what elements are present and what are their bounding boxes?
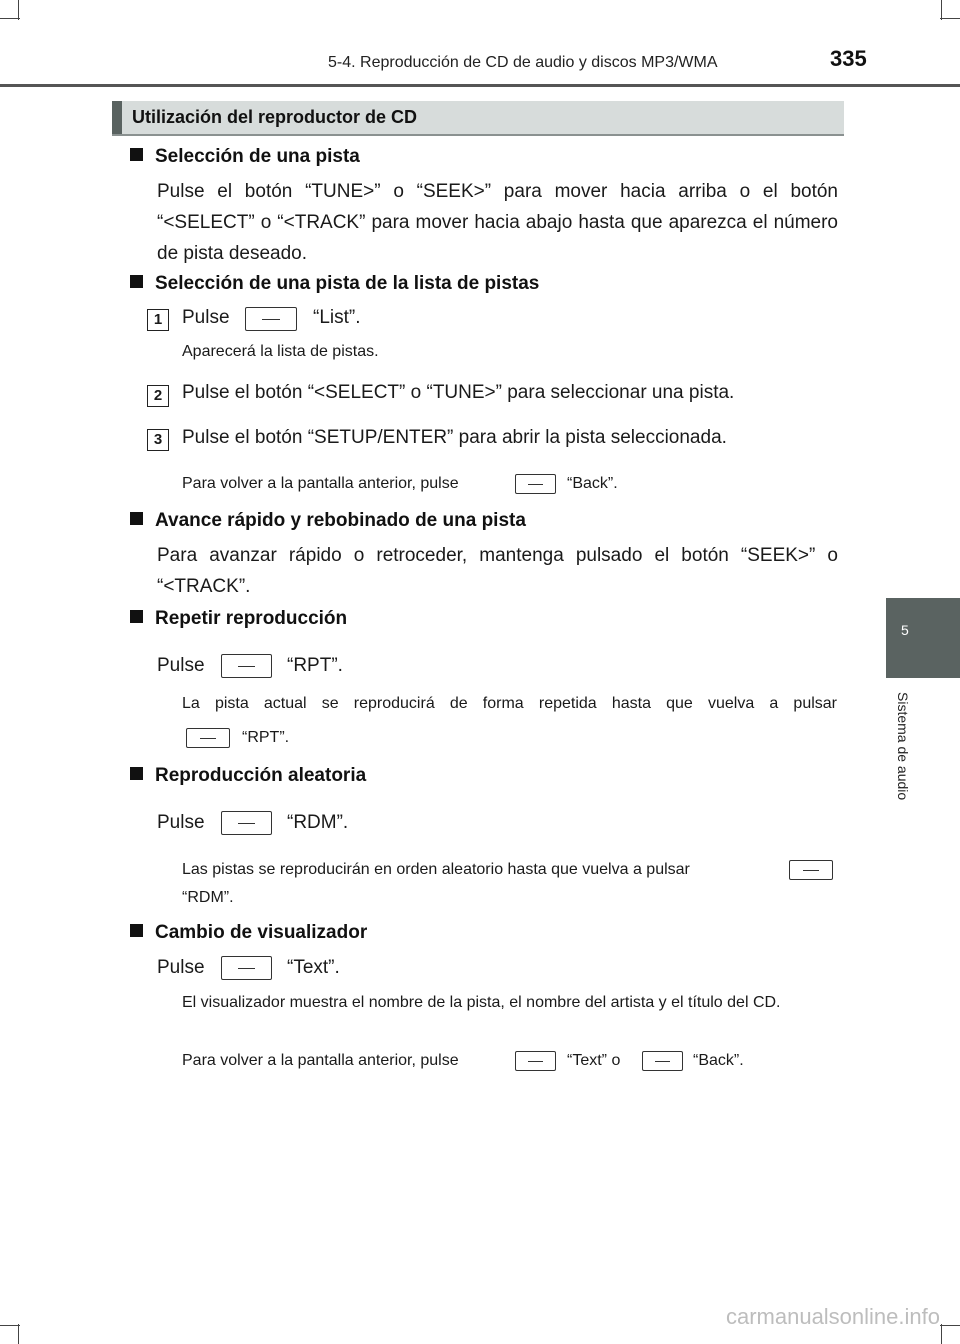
screen-button-icon (186, 728, 230, 748)
step-1-text: Pulse (182, 307, 230, 328)
bullet-square-icon (130, 148, 143, 161)
step-3-note-label: “Back”. (567, 475, 618, 492)
running-header: 5-4. Reproducción de CD de audio y discos MP3/WMA (328, 54, 718, 71)
page-number: 335 (830, 46, 867, 71)
step-3-note: Para volver a la pantalla anterior, pulse (182, 475, 459, 492)
heading-random: Reproducción aleatoria (130, 765, 366, 787)
section-rule (112, 134, 844, 136)
crop-mark (940, 18, 960, 19)
screen-button-icon (515, 474, 556, 494)
random-label: “RDM”. (287, 812, 349, 833)
bullet-square-icon (130, 275, 143, 288)
heading-repeat: Repetir reproducción (130, 608, 347, 630)
random-text: Pulse (157, 812, 205, 833)
paragraph-fast-forward: Para avanzar rápido o retroceder, mantenga pulsado el botón “SEEK>” o “<TRACK”. (157, 545, 838, 597)
screen-button-icon (515, 1051, 556, 1071)
screen-button-icon (221, 956, 272, 980)
step-number-1: 1 (147, 309, 169, 331)
screen-button-icon (642, 1051, 683, 1071)
heading-select-from-list: Selección de una pista de la lista de pistas (130, 273, 539, 295)
step-1-label: “List”. (313, 307, 361, 328)
crop-mark (0, 1325, 20, 1326)
screen-button-icon (789, 860, 833, 880)
screen-button-icon (245, 307, 297, 331)
bullet-square-icon (130, 512, 143, 525)
bullet-square-icon (130, 610, 143, 623)
bullet-square-icon (130, 924, 143, 937)
header-rule (0, 84, 960, 87)
display-note: El visualizador muestra el nombre de la pista, el nombre del artista y el título del CD. (182, 994, 781, 1011)
crop-mark (940, 1325, 960, 1326)
section-title: Utilización del reproductor de CD (132, 107, 418, 127)
display-note-2: Para volver a la pantalla anterior, pulse (182, 1052, 459, 1069)
random-note-label: “RDM”. (182, 889, 234, 906)
step-number-2: 2 (147, 385, 169, 407)
screen-button-icon (221, 811, 272, 835)
chapter-title: Sistema de audio (895, 692, 911, 801)
display-note-2-end: “Back”. (693, 1052, 744, 1069)
repeat-text: Pulse (157, 655, 205, 676)
repeat-note: La pista actual se reproducirá de forma repetida hasta que vuelva a pulsar (182, 695, 837, 712)
bullet-square-icon (130, 767, 143, 780)
step-1-note: Aparecerá la lista de pistas. (182, 343, 379, 360)
chapter-tab (886, 598, 960, 678)
repeat-note-label: “RPT”. (242, 729, 290, 746)
screen-button-icon (221, 654, 272, 678)
paragraph-select-track: Pulse el botón “TUNE>” o “SEEK>” para mover hacia arriba o el botón “<SELECT” o “<TRACK” para mover hacia abajo hasta que aparezca el número de pista deseado. (157, 181, 838, 264)
chapter-number: 5 (901, 622, 909, 638)
crop-mark (0, 18, 20, 19)
watermark: carmanualsonline.info (725, 1304, 940, 1329)
heading-fast-forward: Avance rápido y rebobinado de una pista (130, 510, 526, 532)
crop-mark (18, 0, 19, 20)
random-note: Las pistas se reproducirán en orden aleatorio hasta que vuelva a pulsar (182, 861, 690, 878)
crop-mark (941, 0, 942, 20)
crop-mark (941, 1324, 942, 1344)
step-3-text: Pulse el botón “SETUP/ENTER” para abrir la pista seleccionada. (182, 427, 727, 448)
heading-display: Cambio de visualizador (130, 922, 367, 944)
repeat-label: “RPT”. (287, 655, 343, 676)
crop-mark (18, 1324, 19, 1344)
display-note-2-mid: “Text” o (567, 1052, 621, 1069)
section-header (112, 101, 844, 134)
display-label: “Text”. (287, 957, 340, 978)
step-number-3: 3 (147, 429, 169, 451)
display-text: Pulse (157, 957, 205, 978)
step-2-text: Pulse el botón “<SELECT” o “TUNE>” para seleccionar una pista. (182, 382, 735, 403)
heading-select-track: Selección de una pista (130, 146, 360, 168)
